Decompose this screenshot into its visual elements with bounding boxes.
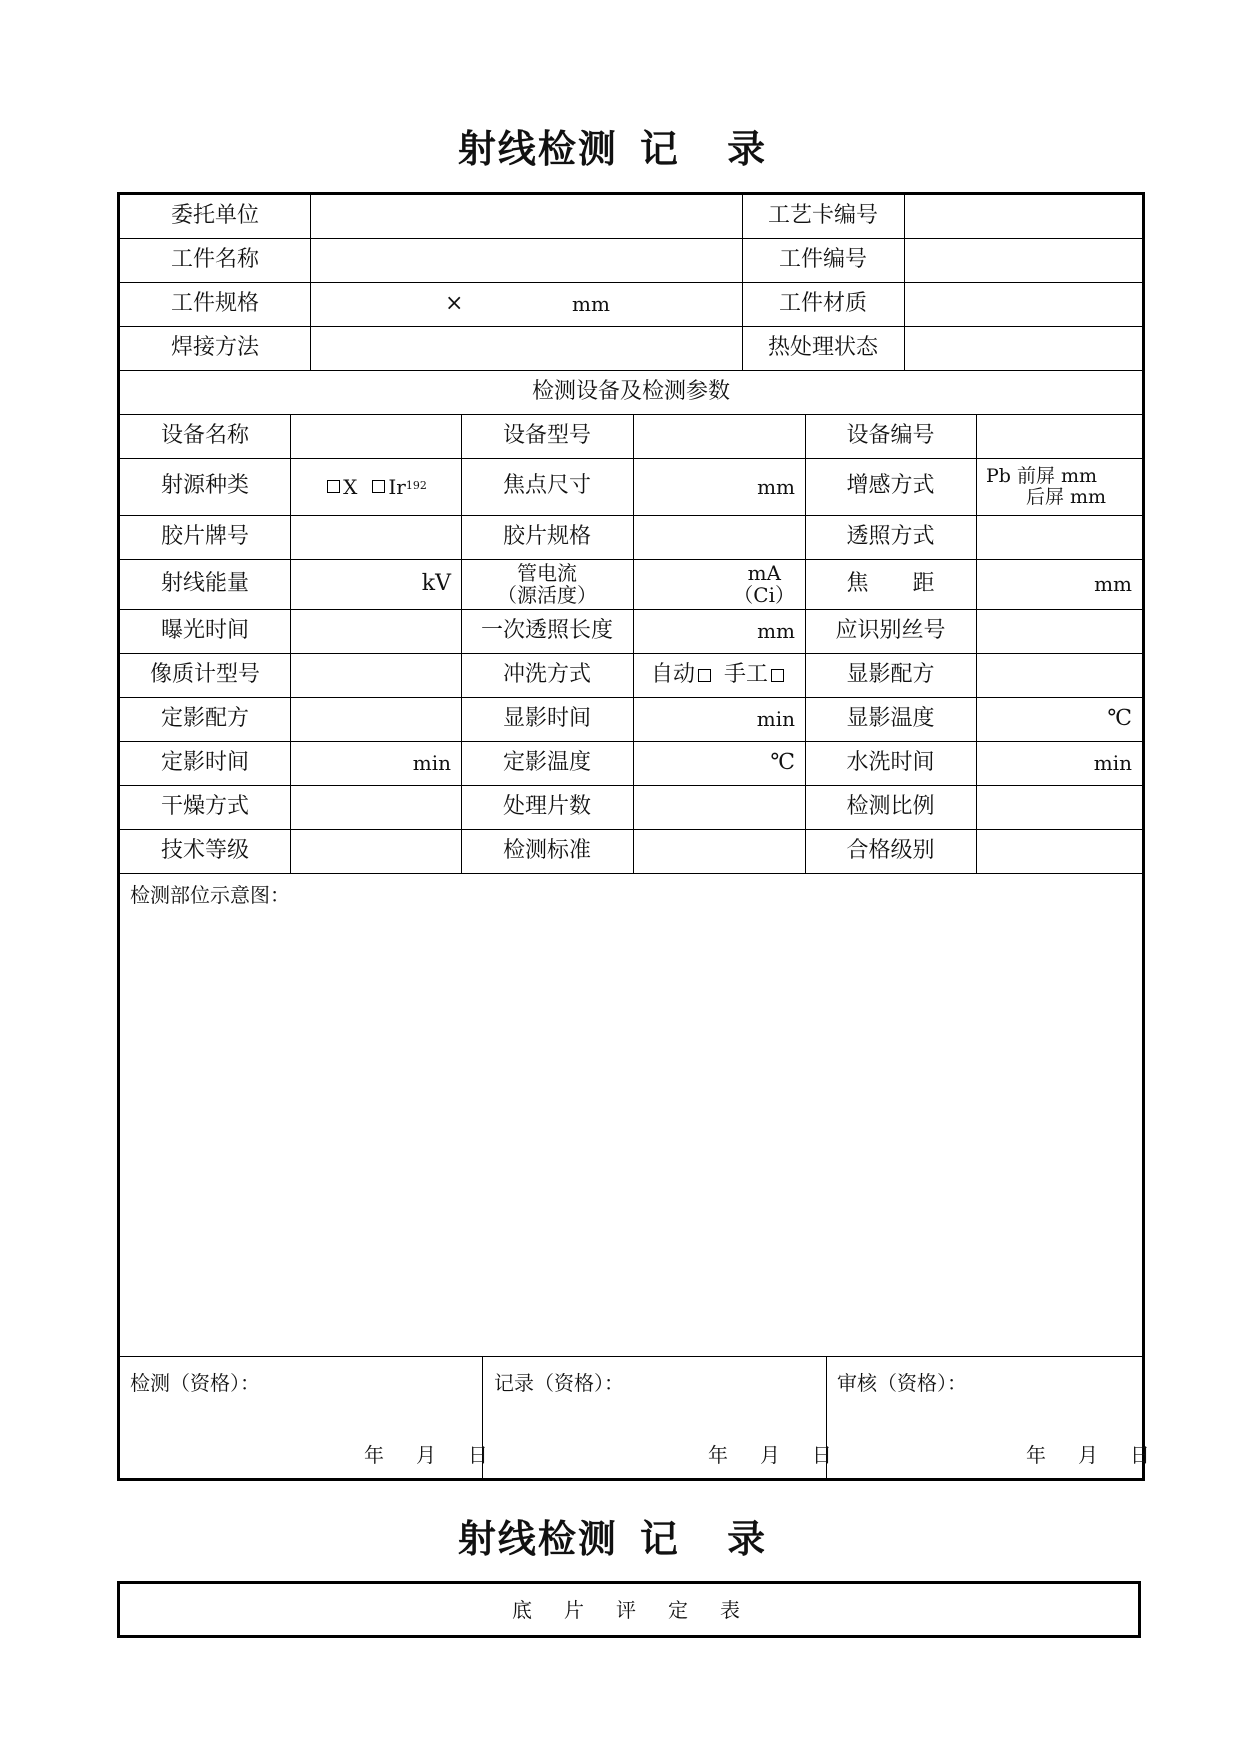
field-developing-temp[interactable]: ℃ (1107, 705, 1132, 731)
field-drying-method[interactable] (290, 785, 461, 829)
label-fixing-temp: 定影温度 (502, 749, 591, 775)
label-iqi-model: 像质计型号 (149, 661, 260, 687)
field-focal-distance[interactable]: mm (1094, 572, 1132, 596)
page-title (0, 118, 1241, 173)
field-exposure-time[interactable] (290, 609, 461, 653)
manual-label: 手工 (724, 661, 769, 687)
signature-recorder-date: 年 月 日 (708, 1443, 838, 1467)
film-table-title: 底 片 评 定 表 (512, 1597, 746, 1622)
field-processing-method (633, 653, 805, 697)
ir-superscript: 192 (405, 479, 427, 493)
checkbox-x[interactable] (327, 480, 340, 493)
second-title-suffix: 记 录 (639, 1516, 784, 1561)
label-technique-grade: 技术等级 (160, 837, 249, 863)
film-evaluation-table (117, 1581, 1141, 1638)
field-workpiece-no[interactable] (904, 238, 1142, 282)
label-exposure-time: 曝光时间 (160, 617, 249, 643)
field-equipment-name[interactable] (290, 414, 461, 458)
label-exposure-length: 一次透照长度 (480, 617, 613, 643)
signature-inspector-label: 检测（资格）： (130, 1371, 260, 1395)
field-heat-treatment[interactable] (904, 326, 1142, 370)
field-film-spec[interactable] (633, 515, 805, 559)
label-tube-current (461, 559, 633, 609)
back-screen-label: 后屏 mm (1026, 485, 1107, 508)
label-process-card-no: 工艺卡编号 (767, 203, 878, 229)
label-washing-time: 水洗时间 (846, 749, 935, 775)
label-inspection-standard: 检测标准 (502, 837, 591, 863)
field-iqi-model[interactable] (290, 653, 461, 697)
field-fixing-time[interactable]: min (412, 751, 451, 775)
option-x-label: X (343, 474, 358, 499)
checkbox-auto[interactable] (698, 669, 711, 682)
field-inspection-standard[interactable] (633, 829, 805, 873)
field-welding-method[interactable] (310, 326, 742, 370)
label-wire-number: 应识别丝号 (835, 617, 946, 643)
field-process-card-no[interactable] (904, 195, 1142, 238)
diagram-label: 检测部位示意图： (130, 883, 290, 907)
signature-reviewer-date: 年 月 日 (1026, 1443, 1156, 1467)
field-ray-energy[interactable]: kV (421, 570, 451, 596)
field-fixer-formula[interactable] (290, 697, 461, 741)
field-washing-time[interactable]: min (1093, 751, 1132, 775)
label-processing-method: 冲洗方式 (502, 661, 591, 687)
field-exposure-length[interactable]: mm (757, 619, 795, 643)
label-film-brand: 胶片牌号 (160, 523, 249, 549)
section-title: 检测设备及检测参数 (531, 378, 730, 404)
field-exposure-method[interactable] (976, 515, 1142, 559)
field-equipment-model[interactable] (633, 414, 805, 458)
tube-current-line2: （源活度） (497, 583, 597, 607)
field-fixing-temp[interactable]: ℃ (770, 749, 795, 775)
label-workpiece-no: 工件编号 (778, 246, 867, 272)
field-technique-grade[interactable] (290, 829, 461, 873)
label-drying-method: 干燥方式 (160, 793, 249, 819)
times-sign: × (445, 290, 464, 316)
label-workpiece-name: 工件名称 (170, 246, 259, 272)
label-film-spec: 胶片规格 (502, 523, 591, 549)
tube-current-line1: 管电流 (517, 561, 577, 585)
field-equipment-no[interactable] (976, 414, 1142, 458)
signature-inspector-date: 年 月 日 (364, 1443, 494, 1467)
unit-mm: mm (572, 292, 610, 316)
label-welding-method: 焊接方法 (170, 334, 259, 360)
label-developer-formula: 显影配方 (846, 661, 935, 687)
label-developing-temp: 显影温度 (846, 705, 935, 731)
field-workpiece-name[interactable] (310, 238, 742, 282)
label-intensifying-method: 增感方式 (846, 473, 935, 499)
field-films-processed[interactable] (633, 785, 805, 829)
field-focal-spot-size[interactable]: mm (757, 474, 795, 499)
unit-ci: （Ci） (733, 583, 795, 607)
field-client[interactable] (310, 195, 742, 238)
checkbox-ir[interactable] (372, 480, 385, 493)
diagram-area[interactable] (120, 905, 1142, 1355)
label-acceptance-level: 合格级别 (846, 837, 935, 863)
second-page-title (0, 1508, 1241, 1563)
label-source-type: 射源种类 (160, 473, 249, 499)
inspection-record-form (117, 192, 1156, 1481)
option-ir-label: Ir (388, 474, 406, 499)
field-acceptance-level[interactable] (976, 829, 1142, 873)
signature-recorder-label: 记录（资格）： (494, 1371, 624, 1395)
field-workpiece-material[interactable] (904, 282, 1142, 326)
signature-reviewer-label: 审核（资格）： (837, 1371, 967, 1395)
label-equipment-no: 设备编号 (846, 422, 935, 448)
label-focal-distance: 焦 距 (846, 570, 935, 596)
label-inspection-ratio: 检测比例 (846, 793, 935, 819)
title-main: 射线检测 (457, 126, 618, 171)
label-heat-treatment: 热处理状态 (767, 334, 878, 360)
field-tube-current[interactable] (633, 559, 805, 609)
field-intensifying-method[interactable] (976, 458, 1142, 515)
unit-ma: mA (747, 561, 781, 585)
field-film-brand[interactable] (290, 515, 461, 559)
checkbox-manual[interactable] (771, 669, 784, 682)
label-workpiece-spec: 工件规格 (170, 290, 259, 316)
label-ray-energy: 射线能量 (160, 570, 249, 596)
field-developer-formula[interactable] (976, 653, 1142, 697)
field-wire-number[interactable] (976, 609, 1142, 653)
auto-label: 自动 (650, 661, 695, 687)
label-equipment-name: 设备名称 (160, 422, 249, 448)
title-suffix: 记 录 (639, 126, 784, 171)
field-source-type (290, 458, 461, 515)
label-client: 委托单位 (170, 203, 259, 229)
label-fixing-time: 定影时间 (160, 749, 249, 775)
label-developing-time: 显影时间 (502, 705, 591, 731)
field-workpiece-spec[interactable] (310, 282, 742, 326)
label-fixer-formula: 定影配方 (160, 705, 249, 731)
field-inspection-ratio[interactable] (976, 785, 1142, 829)
label-workpiece-material: 工件材质 (778, 290, 867, 316)
field-developing-time[interactable]: min (756, 707, 795, 731)
label-exposure-method: 透照方式 (846, 523, 935, 549)
label-films-processed: 处理片数 (502, 793, 591, 819)
second-title-main: 射线检测 (457, 1516, 618, 1561)
label-equipment-model: 设备型号 (502, 422, 591, 448)
front-screen-label: Pb 前屏 mm (986, 464, 1098, 487)
label-focal-spot-size: 焦点尺寸 (502, 473, 591, 499)
